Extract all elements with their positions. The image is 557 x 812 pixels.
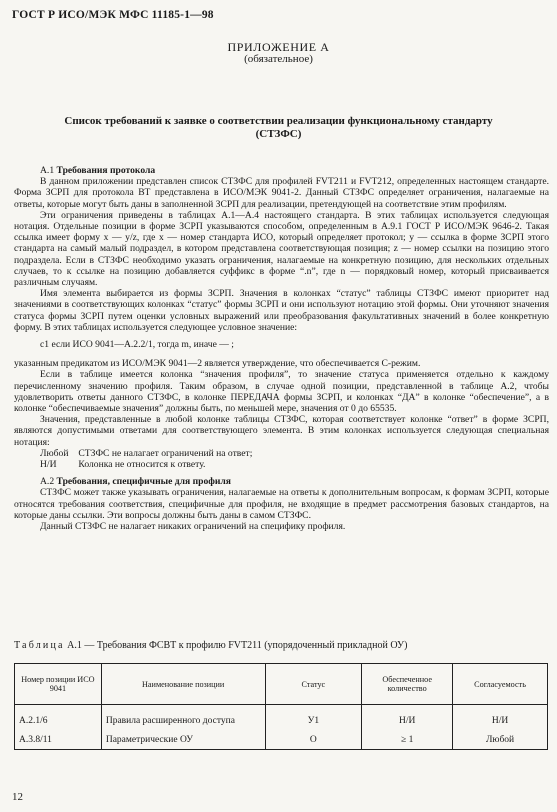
- column-header: Статус: [265, 664, 362, 705]
- page-number: 12: [12, 791, 23, 803]
- paragraph: Если в таблице имеется колонка “значения профиля”, то значение статуса применяется отдельно к каждому перечисленному значению профиля. Таким образом, в случае одной позиции, представленной в таблице А.2, чтобы удовлетворить ответы данного СТЗФС, в колонке ПЕРЕДАЧА формы ЗСРП, и колонках “ДА” в колонке “обеспечение”, а в колонке “обеспечиваемые значения” должны быть, по меньшей мере, значения от 0 до 65535.: [14, 369, 549, 415]
- condition-formula: c1 если ИСО 9041—А.2.2/1, тогда m, иначе — ;: [40, 339, 234, 351]
- table-header-row: [15, 664, 548, 705]
- table-row: [15, 730, 548, 750]
- notation-text: Колонка не относится к ответу.: [78, 459, 206, 471]
- table-cell: А.2.1/6: [15, 705, 102, 731]
- paragraph: Значения, представленные в любой колонке таблицы СТЗФС, которая соответствует колонке “ответ” в форме ЗСРП, являются допустимыми ответами для соответствующего элемента. В этим колонках используется следующая специальная нотация:: [14, 414, 549, 448]
- table-caption-text: А.1 — Требования ФСВТ к профилю FVT211 (упорядоченный прикладной ОУ): [67, 640, 408, 651]
- requirements-table: [14, 663, 548, 750]
- section-title: Требования, специфичные для профиля: [56, 476, 231, 488]
- table-cell: Н/И: [362, 705, 453, 731]
- document-title: Список требований к заявке о соответствии реализации функциональному стандарту (СТЗФС): [64, 115, 493, 140]
- table-cell: А.3.8/11: [15, 730, 102, 750]
- column-header: Номер позиции ИСО 9041: [15, 664, 102, 705]
- column-header: Согласуемость: [453, 664, 548, 705]
- table-cell: О: [265, 730, 362, 750]
- section-heading-a2: [14, 476, 549, 487]
- notation-item: [14, 448, 549, 459]
- column-header: Обеспеченное количество: [362, 664, 453, 705]
- notation-key: Н/И: [40, 459, 57, 471]
- section-heading-a1: [14, 165, 549, 176]
- appendix-title: ПРИЛОЖЕНИЕ А: [227, 40, 330, 54]
- section-number: А.2: [40, 476, 55, 488]
- table-cell: ≥ 1: [362, 730, 453, 750]
- paragraph: В данном приложении представлен список СТЗФС для профилей FVT211 и FVT212, определенных настоящем стандарте. Форма ЗСРП для протокола ВТ представлена в ИСО/МЭК 9041-2. Данный СТЗФС определяет ограничения, налагаемые на ответы, которые могут быть даны в заполненной ЗСРП для реализации, претендующей на соответствие этим профилям.: [14, 176, 549, 210]
- table-row: [15, 705, 548, 731]
- appendix-subtitle: (обязательное): [244, 53, 313, 65]
- paragraph: Эти ограничения приведены в таблицах А.1—А.4 настоящего стандарта. В этих таблицах используется следующая нотация. Отдельные позиции в форме ЗСРП указываются способом, определенным в А.9.1 ГОСТ Р ИСО/МЭК 9646-2. Такая ссылка имеет форму x — y/z, где x — номер стандарта ИСО, который определяет протокол; y — ссылка в форме ЗСРП этого стандарта на самый малый подраздел, в котором представлена соответствующая позиция; z — номер ссылки на позицию этого подраздела. Если в СТЗФС необходимо указать ограничения, налагаемые на конкретную позицию, для нескольких отдельных случаев, то к ссылке на позицию добавляется суффикс в форме “.n”, где n — порядковый номер, который присваивается различным случаям.: [14, 209, 549, 289]
- table-caption: [14, 640, 407, 651]
- notation-text: СТЗФС не налагает ограничений на ответ;: [78, 447, 253, 459]
- notation-item: [14, 459, 549, 470]
- section-number: А.1: [40, 165, 55, 176]
- paragraph: Данный СТЗФС не налагает никаких ограничений на специфику профиля.: [40, 521, 346, 533]
- notation-key: Любой: [40, 447, 69, 459]
- paragraph: СТЗФС может также указывать ограничения, налагаемые на ответы к дополнительным вопросам, к формам ЗСРП, которые относятся требования соответствия, специфичные для профиля, не входящие в предмет рассмотрения базовых стандартов, на которые даны ссылки. Эти вопросы должны быть даны в самом СТЗФС.: [14, 487, 549, 521]
- paragraph: Имя элемента выбирается из формы ЗСРП. Значения в колонках “статус” таблицы СТЗФС имеют приоритет над значениями в соответствующих колонках “статус” формы ЗСРП и они используют нотацию этой формы. Они уточняют значения статуса формы ЗСРП путем оценки условных выражений или преобразования факультативных значений в более конкретную форму. В этих таблицах используется следующее условное значение:: [14, 288, 549, 333]
- body-text: [14, 165, 549, 532]
- column-header: Наименование позиции: [101, 664, 265, 705]
- section-title: Требования протокола: [56, 165, 156, 176]
- table-cell: Любой: [453, 730, 548, 750]
- paragraph: указанным предикатом из ИСО/МЭК 9041—2 является утверждение, что обеспечивается С-режим.: [14, 358, 421, 370]
- table-cell: У1: [265, 705, 362, 731]
- page-header: ГОСТ Р ИСО/МЭК МФС 11185-1—98: [12, 9, 214, 21]
- table-cell: Параметрические ОУ: [101, 730, 265, 750]
- table-caption-label: Таблица: [14, 640, 65, 651]
- table-cell: Правила расширенного доступа: [101, 705, 265, 731]
- table-cell: Н/И: [453, 705, 548, 731]
